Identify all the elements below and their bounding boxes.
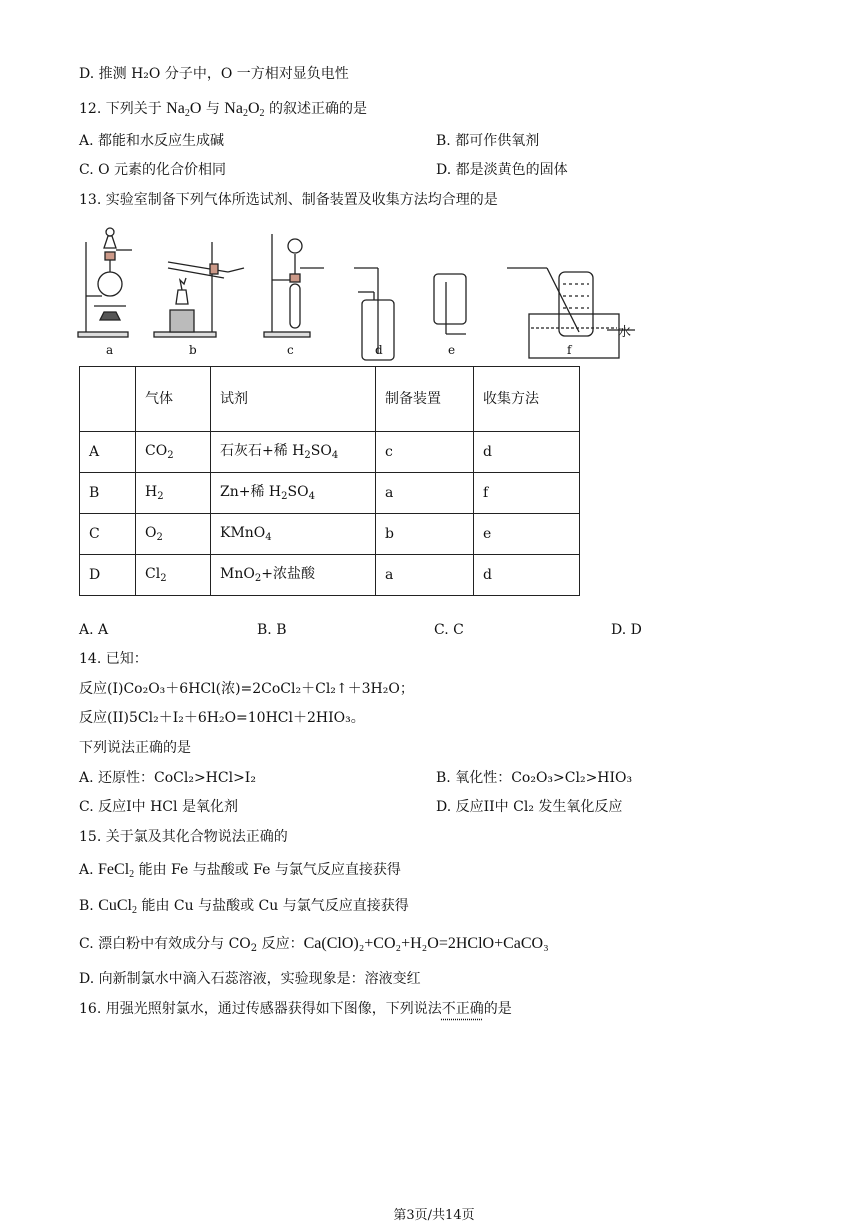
q14-prompt: 下列说法正确的是: [79, 740, 191, 756]
q12-option-a: A. 都能和水反应生成碱: [79, 133, 225, 149]
apparatus-figure: [74, 224, 644, 364]
table-cell: d: [474, 432, 580, 473]
q13-option-b: B. B: [257, 622, 287, 638]
table-header: 试剂: [211, 367, 376, 432]
table-cell: $H_2$: [136, 473, 211, 514]
water-label: 水: [618, 325, 632, 340]
apparatus-label-f: f: [567, 343, 572, 357]
table-header: 制备装置: [376, 367, 474, 432]
q13-table: [79, 366, 580, 596]
table-cell: A: [80, 432, 136, 473]
q13-option-c: C. C: [434, 622, 464, 638]
table-cell: D: [80, 555, 136, 596]
table-row: [80, 555, 580, 596]
q12-option-c: C. O 元素的化合价相同: [79, 162, 227, 178]
table-cell: b: [376, 514, 474, 555]
table-header: 气体: [136, 367, 211, 432]
q15-option-b: B. CuCl$_2$ 能由 Cu 与盐酸或 Cu 与氯气反应直接获得: [79, 897, 409, 916]
table-cell: 石灰石+稀 $H_2SO_4$: [211, 432, 376, 473]
table-cell: $O_2$: [136, 514, 211, 555]
apparatus-a: [78, 228, 132, 337]
apparatus-b: [154, 242, 244, 337]
table-cell: c: [376, 432, 474, 473]
q13-option-a: A. A: [79, 622, 109, 638]
table-cell: C: [80, 514, 136, 555]
table-row: [80, 473, 580, 514]
table-cell: a: [376, 555, 474, 596]
q14-reaction-1: 反应(I)Co₂O₃＋6HCl(浓)=2CoCl₂＋Cl₂↑＋3H₂O；: [79, 681, 414, 697]
apparatus-label-e: e: [448, 343, 456, 357]
q14-reaction-2: 反应(II)5Cl₂＋I₂＋6H₂O=10HCl＋2HIO₃。: [79, 710, 365, 726]
apparatus-c: [264, 234, 324, 337]
q11-option-d: D. 推测 H₂O 分子中，O 一方相对显负电性: [79, 66, 349, 82]
q12-option-b: B. 都可作供氧剂: [436, 133, 540, 149]
q15-option-d: D. 向新制氯水中滴入石蕊溶液，实验现象是：溶液变红: [79, 971, 421, 987]
table-header: 收集方法: [474, 367, 580, 432]
q12-option-d: D. 都是淡黄色的固体: [436, 162, 568, 178]
q16-stem: 16. 用强光照射氯水，通过传感器获得如下图像，下列说法不正确的是: [79, 1001, 512, 1017]
apparatus-e: [434, 274, 466, 334]
table-header: [80, 367, 136, 432]
q15-option-a: A. FeCl$_2$ 能由 Fe 与盐酸或 Fe 与氯气反应直接获得: [79, 861, 401, 880]
table-cell: a: [376, 473, 474, 514]
q15-stem: 15. 关于氯及其化合物说法正确的: [79, 829, 288, 845]
apparatus-label-b: b: [189, 343, 197, 357]
q14-option-c: C. 反应I中 HCl 是氧化剂: [79, 799, 238, 815]
q13-option-d: D. D: [611, 622, 642, 638]
q12-stem: 12. 下列关于 $Na_2O$ 与 $Na_2O_2$ 的叙述正确的是: [79, 100, 367, 119]
q14-stem: 14. 已知：: [79, 651, 148, 667]
table-row: [80, 514, 580, 555]
table-cell: MnO$_2$+浓盐酸: [211, 555, 376, 596]
table-cell: f: [474, 473, 580, 514]
q14-option-a: A. 还原性：CoCl₂>HCl>I₂: [79, 770, 256, 786]
table-cell: $Cl_2$: [136, 555, 211, 596]
table-cell: Zn+稀 $H_2SO_4$: [211, 473, 376, 514]
table-cell: e: [474, 514, 580, 555]
table-row: [80, 432, 580, 473]
page-footer: 第3页/共14页: [393, 1208, 475, 1223]
table-header-row: [80, 367, 580, 432]
table-cell: d: [474, 555, 580, 596]
table-cell: KMnO$_4$: [211, 514, 376, 555]
apparatus-label-a: a: [106, 343, 114, 357]
apparatus-label-c: c: [287, 343, 294, 357]
table-cell: $CO_2$: [136, 432, 211, 473]
q14-option-b: B. 氧化性：Co₂O₃>Cl₂>HIO₃: [436, 770, 633, 786]
q14-option-d: D. 反应II中 Cl₂ 发生氧化反应: [436, 799, 623, 815]
table-cell: B: [80, 473, 136, 514]
q15-option-c: C. 漂白粉中有效成分与 $CO_2$ 反应：Ca(ClO)₂+CO₂+H₂O=2HClO+CaCO₃: [79, 935, 549, 954]
q13-stem: 13. 实验室制备下列气体所选试剂、制备装置及收集方法均合理的是: [79, 192, 498, 208]
apparatus-label-d: d: [375, 343, 383, 357]
q16-emphasis: 不正确: [441, 1001, 484, 1017]
apparatus-d: [354, 268, 394, 360]
